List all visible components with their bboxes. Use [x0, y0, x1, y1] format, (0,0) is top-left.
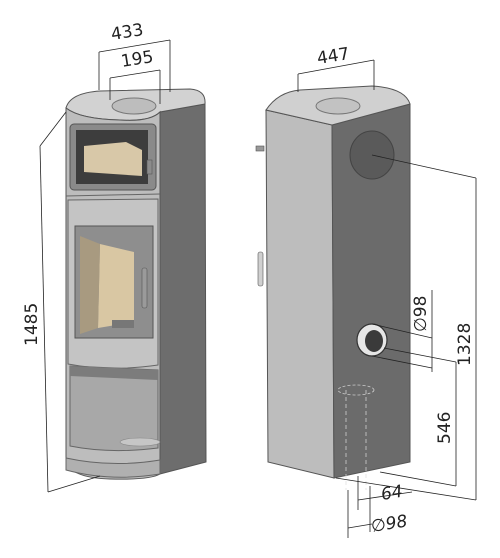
rear-stove-handle: [258, 252, 263, 286]
dim-bottom-98-symbol: ∅: [369, 514, 388, 537]
dim-546-label: 546: [435, 411, 455, 444]
dim-433-label: 433: [109, 20, 145, 45]
front-stove-side-panel: [160, 104, 206, 474]
front-stove-niche-floor-ring: [120, 438, 160, 446]
front-stove-oven-handle: [147, 160, 152, 174]
rear-stove-handle-top: [256, 146, 264, 151]
dim-bottom-98-value: 98: [384, 511, 409, 535]
dim-1485-ext-top: [40, 112, 66, 146]
dim-64-label: 64: [379, 481, 405, 505]
front-stove: [66, 89, 206, 479]
dim-bottom-98-label: [370, 511, 409, 536]
front-stove-firebox-brick-side: [80, 236, 100, 334]
dim-195-label: 195: [119, 47, 155, 72]
front-stove-oven-interior: [84, 142, 142, 176]
dim-bottom-98-line: [348, 524, 372, 528]
dim-rear-98-symbol: ∅: [411, 317, 431, 332]
front-stove-top-flue: [112, 98, 156, 114]
front-stove-firebox-grate: [112, 320, 134, 328]
front-stove-firebox-handle: [142, 268, 147, 308]
dim-1328-ext-bottom: [336, 478, 476, 500]
dim-195-line: [110, 70, 160, 78]
rear-stove: [256, 86, 410, 490]
rear-stove-lower-outlet-inner: [365, 330, 383, 352]
dim-1485-label: 1485: [22, 302, 42, 346]
dim-rear-98-label: [411, 296, 431, 332]
rear-stove-side-panel: [266, 110, 334, 478]
rear-stove-top-flue: [316, 98, 360, 114]
dim-447-label: 447: [315, 44, 351, 69]
dim-rear-98-value: 98: [411, 295, 431, 318]
dim-1328-label: 1328: [455, 322, 475, 366]
dim-1485-ext-bottom: [48, 476, 100, 492]
front-stove-firebox-brick: [98, 244, 134, 328]
